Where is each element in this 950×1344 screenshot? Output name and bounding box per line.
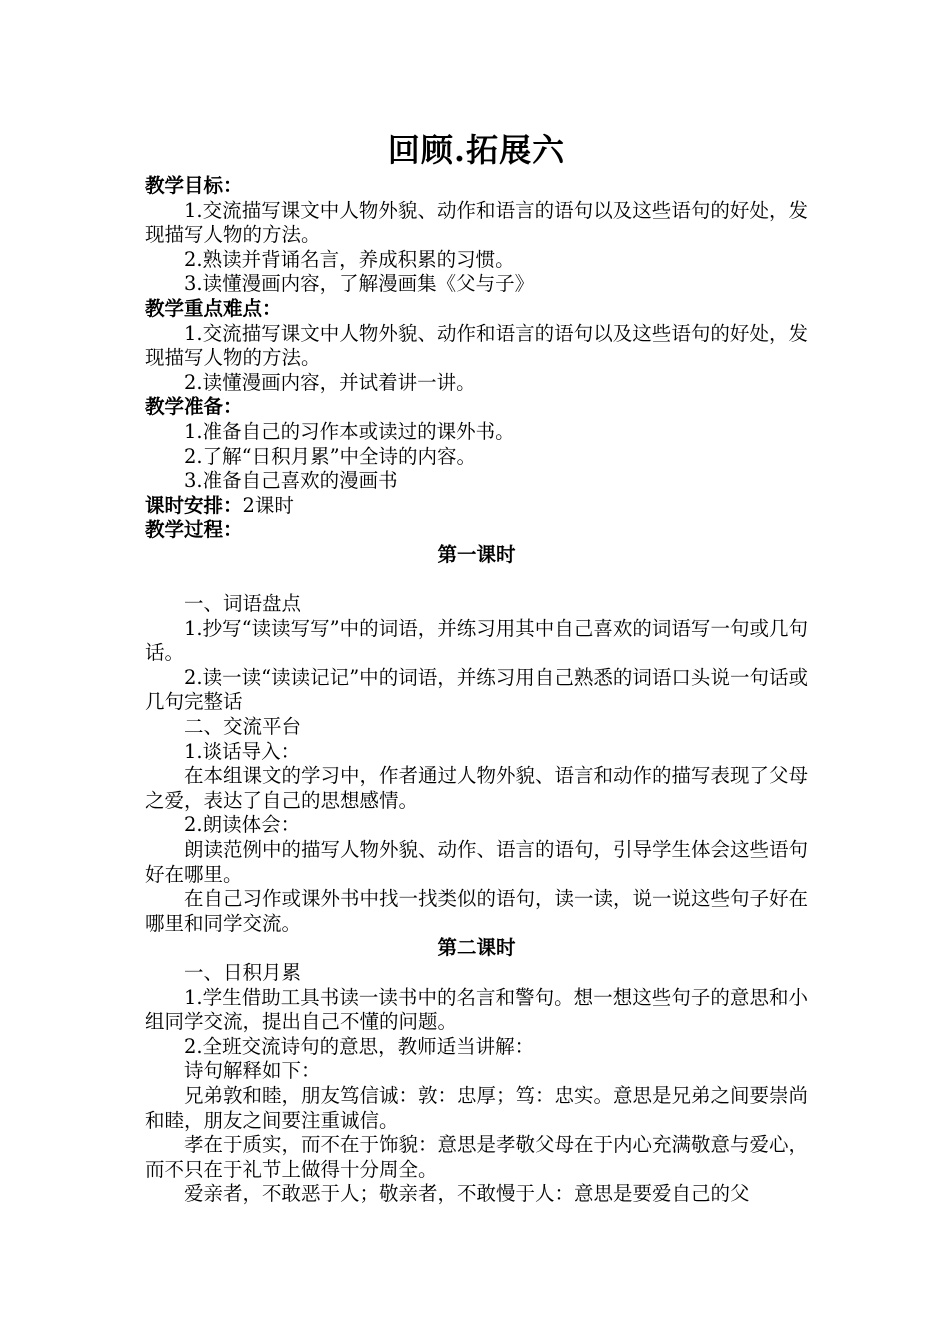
lesson1-paragraph: 在自己习作或课外书中找一找类似的语句，读一读，说一说这些句子好在哪里和同学交流。	[145, 887, 809, 935]
lesson1-heading: 第一课时	[437, 542, 516, 566]
goals-heading: 教学目标：	[145, 174, 243, 197]
lesson1-paragraph: 2.读一读“读读记记”中的词语，并练习用自己熟悉的词语口头说一句话或几句完整话	[145, 665, 808, 714]
lesson2-heading: 第二课时	[437, 936, 516, 960]
lesson2-paragraph: 诗句解释如下：	[184, 1059, 321, 1083]
lesson1-paragraph: 二、交流平台	[184, 715, 302, 739]
schedule-heading: 课时安排：	[145, 493, 243, 517]
lesson1-paragraph: 2.朗读体会：	[184, 813, 301, 837]
lesson2-paragraph: 兄弟敦和睦，朋友笃信诚：敦：忠厚；笃：忠实。意思是兄弟之间要崇尚和睦，朋友之间要注重诚信。	[145, 1083, 809, 1132]
goal-item: 1.交流描写课文中人物外貌、动作和语言的语句以及这些语句的好处，发现描写人物的方法。	[145, 198, 808, 247]
key-point-item: 2.读懂漫画内容，并试着讲一讲。	[184, 370, 476, 394]
key-points-heading: 教学重点难点：	[145, 296, 282, 320]
lesson1-paragraph: 1.抄写“读读写写”中的词语，并练习用其中自己喜欢的词语写一句或几句话。	[145, 616, 808, 665]
lesson1-paragraph: 在本组课文的学习中，作者通过人物外貌、语言和动作的描写表现了父母之爱，表达了自己的思想感情。	[145, 764, 809, 812]
preparation-item: 1.准备自己的习作本或读过的课外书。	[184, 419, 515, 443]
lesson1-paragraph: 1.谈话导入：	[184, 739, 301, 763]
lesson2-paragraph: 孝在于质实，而不在于饰貌：意思是孝敬父母在于内心充满敬意与爱心，而不只在于礼节上做得十分周全。	[145, 1133, 809, 1181]
schedule-line	[145, 494, 808, 519]
goal-item: 3.读懂漫画内容，了解漫画集《父与子》	[184, 272, 535, 296]
lesson1-paragraph: 朗读范例中的描写人物外貌、动作、语言的语句，引导学生体会这些语句好在哪里。	[145, 838, 809, 886]
lesson2-paragraph: 2.全班交流诗句的意思，教师适当讲解：	[184, 1034, 535, 1058]
key-point-item: 1.交流描写课文中人物外貌、动作和语言的语句以及这些语句的好处，发现描写人物的方法。	[145, 321, 808, 370]
preparation-item: 2.了解“日积月累”中全诗的内容。	[184, 444, 477, 468]
document-title: 回顾.拓展六	[387, 131, 566, 169]
schedule-value: 2课时	[242, 493, 294, 517]
lesson1-paragraph: 一、词语盘点	[184, 592, 302, 616]
goal-item: 2.熟读并背诵名言，养成积累的习惯。	[184, 247, 515, 271]
blank-line	[145, 568, 808, 593]
preparation-item: 3.准备自己喜欢的漫画书	[184, 469, 398, 493]
process-heading: 教学过程：	[145, 518, 243, 542]
lesson2-paragraph: 1.学生借助工具书读一读书中的名言和警句。想一想这些句子的意思和小组同学交流，提出自己不懂的问题。	[145, 985, 808, 1034]
preparation-heading: 教学准备：	[145, 395, 243, 419]
lesson2-paragraph: 一、日积月累	[184, 961, 302, 984]
lesson2-paragraph: 爱亲者，不敢恶于人；敬亲者，不敢慢于人：意思是要爱自己的父	[184, 1182, 750, 1206]
